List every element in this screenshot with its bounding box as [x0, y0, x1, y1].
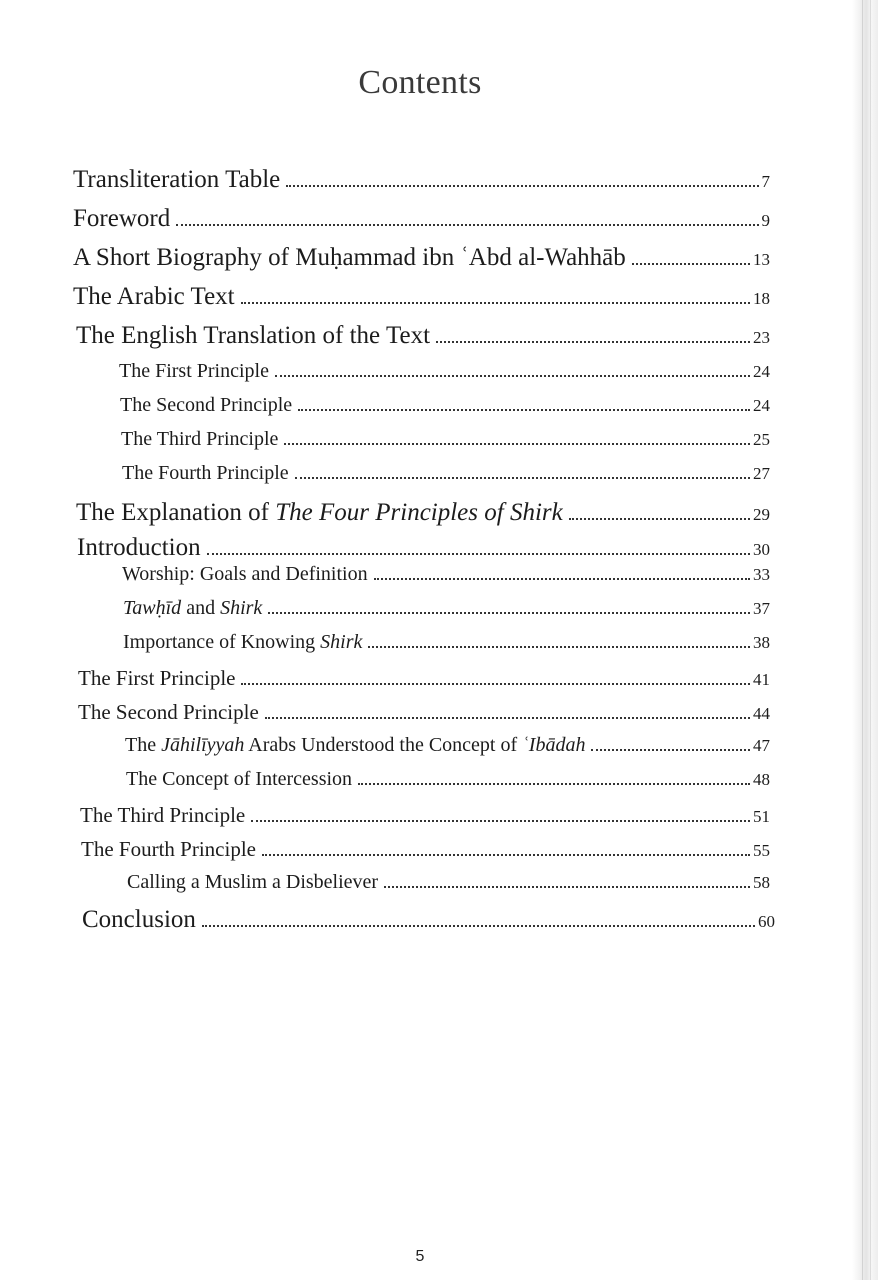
toc-entry-page: 30 — [753, 540, 770, 559]
toc-entry-label: Conclusion — [82, 906, 196, 933]
toc-entry-label: The Fourth Principle — [122, 462, 289, 484]
toc-entry-introduction[interactable] — [77, 534, 770, 562]
leader-dots — [176, 224, 758, 226]
toc-entry-calling-a-muslim[interactable] — [127, 871, 770, 894]
toc-entry-page: 13 — [753, 250, 770, 269]
toc-entry-transliteration-table[interactable] — [73, 166, 770, 194]
toc-entry-label: The Fourth Principle — [81, 837, 256, 861]
leader-dots — [286, 185, 758, 187]
toc-entry-short-biography[interactable] — [73, 244, 770, 272]
leader-dots — [384, 886, 750, 888]
toc-entry-label: Transliteration Table — [73, 166, 281, 193]
toc-entry-label — [123, 597, 266, 620]
toc-entry-jahiliyyah-arabs[interactable] — [125, 734, 770, 757]
leader-dots — [207, 553, 750, 555]
leader-dots — [295, 477, 750, 479]
toc-entry-fourth-principle[interactable] — [81, 837, 770, 862]
toc-entry-page: 27 — [753, 464, 770, 483]
term-italic: Jāhilīyyah — [161, 734, 245, 756]
toc-entry-label: The First Principle — [78, 666, 236, 690]
toc-entry-second-principle-text[interactable] — [120, 394, 770, 417]
toc-entry-label: The Second Principle — [120, 394, 293, 416]
toc-entry-page: 24 — [753, 396, 770, 415]
leader-dots — [368, 646, 750, 648]
toc-entry-page: 47 — [753, 736, 770, 755]
toc-entry-label: A Short Biography of Muḥammad ibn ʿAbd al-Wahhāb — [73, 244, 626, 271]
leader-dots — [436, 341, 750, 343]
toc-entry-second-principle[interactable] — [78, 700, 770, 725]
leader-dots — [262, 854, 750, 856]
leader-dots — [268, 612, 750, 614]
toc-entry-label-part: Arabs Understood the Concept of — [244, 734, 523, 756]
leader-dots — [265, 717, 750, 719]
toc-entry-label: The English Translation of the Text — [76, 322, 431, 349]
toc-entry-label: Worship: Goals and Definition — [122, 563, 368, 585]
toc-entry-label: The Second Principle — [78, 700, 259, 724]
toc-entry-page: 37 — [753, 599, 770, 618]
book-title-italic: The Four Principles of Shirk — [275, 499, 563, 526]
toc-entry-page: 55 — [753, 841, 770, 860]
toc-entry-third-principle-text[interactable] — [121, 428, 770, 451]
toc-entry-label: The Concept of Intercession — [126, 768, 353, 790]
toc-entry-page: 23 — [753, 328, 770, 347]
toc-entry-page: 24 — [753, 362, 770, 381]
leader-dots — [358, 783, 750, 785]
toc-entry-label-part: The Explanation of — [76, 499, 276, 526]
toc-entry-tawhid-and-shirk[interactable] — [123, 597, 770, 620]
toc-entry-fourth-principle-text[interactable] — [122, 462, 770, 485]
toc-entry-worship-goals[interactable] — [122, 563, 770, 586]
term-italic: Shirk — [220, 597, 263, 619]
toc-entry-page: 33 — [753, 565, 770, 584]
term-italic: Tawḥīd — [123, 597, 182, 619]
toc-entry-page: 51 — [753, 807, 770, 826]
toc-entry-page: 9 — [761, 211, 770, 230]
toc-entry-label-part: Importance of Knowing — [123, 631, 321, 653]
toc-entry-english-translation[interactable] — [76, 322, 770, 350]
toc-entry-page: 44 — [753, 704, 770, 723]
leader-dots — [591, 749, 750, 751]
leader-dots — [632, 263, 750, 265]
toc-entry-page: 18 — [753, 289, 770, 308]
toc-entry-label — [123, 631, 366, 654]
toc-entry-label: Calling a Muslim a Disbeliever — [127, 871, 379, 893]
toc-entry-label-part: and — [181, 597, 221, 619]
toc-entry-label: The Arabic Text — [73, 283, 235, 310]
toc-entry-third-principle[interactable] — [80, 803, 770, 828]
toc-entry-page: 29 — [753, 505, 770, 524]
leader-dots — [284, 443, 750, 445]
toc-entry-label: The First Principle — [119, 360, 269, 382]
toc-entry-conclusion[interactable] — [82, 906, 775, 934]
toc-entry-page: 58 — [753, 873, 770, 892]
toc-entry-arabic-text[interactable] — [73, 283, 770, 311]
toc-entry-page: 38 — [753, 633, 770, 652]
toc-entry-foreword[interactable] — [73, 205, 770, 233]
toc-entry-page: 60 — [758, 912, 775, 931]
toc-entry-first-principle[interactable] — [78, 666, 770, 691]
toc-entry-label — [125, 734, 589, 757]
toc-entry-page: 48 — [753, 770, 770, 789]
toc-entry-label: Foreword — [73, 205, 171, 232]
toc-entry-explanation[interactable] — [76, 499, 770, 527]
leader-dots — [569, 518, 750, 520]
toc-entry-label — [76, 499, 567, 527]
toc-entry-page: 7 — [761, 172, 770, 191]
leader-dots — [241, 302, 750, 304]
term-italic: Shirk — [320, 631, 363, 653]
toc-entry-label: The Third Principle — [80, 803, 246, 827]
page-number: 5 — [415, 1248, 425, 1265]
leader-dots — [298, 409, 750, 411]
toc-entry-page: 41 — [753, 670, 770, 689]
toc-entry-label: Introduction — [77, 534, 201, 561]
leader-dots — [374, 578, 750, 580]
leader-dots — [202, 925, 755, 927]
leader-dots — [275, 375, 750, 377]
term-italic: ʿIbādah — [522, 734, 586, 756]
toc-entry-label-part: The — [125, 734, 162, 756]
leader-dots — [241, 683, 750, 685]
toc-entry-concept-of-intercession[interactable] — [126, 768, 770, 791]
toc-entry-label: The Third Principle — [121, 428, 279, 450]
toc-entry-page: 25 — [753, 430, 770, 449]
page-title: Contents — [358, 64, 482, 101]
toc-entry-first-principle-text[interactable] — [119, 360, 770, 383]
toc-entry-importance-of-knowing-shirk[interactable] — [123, 631, 770, 654]
leader-dots — [251, 820, 750, 822]
